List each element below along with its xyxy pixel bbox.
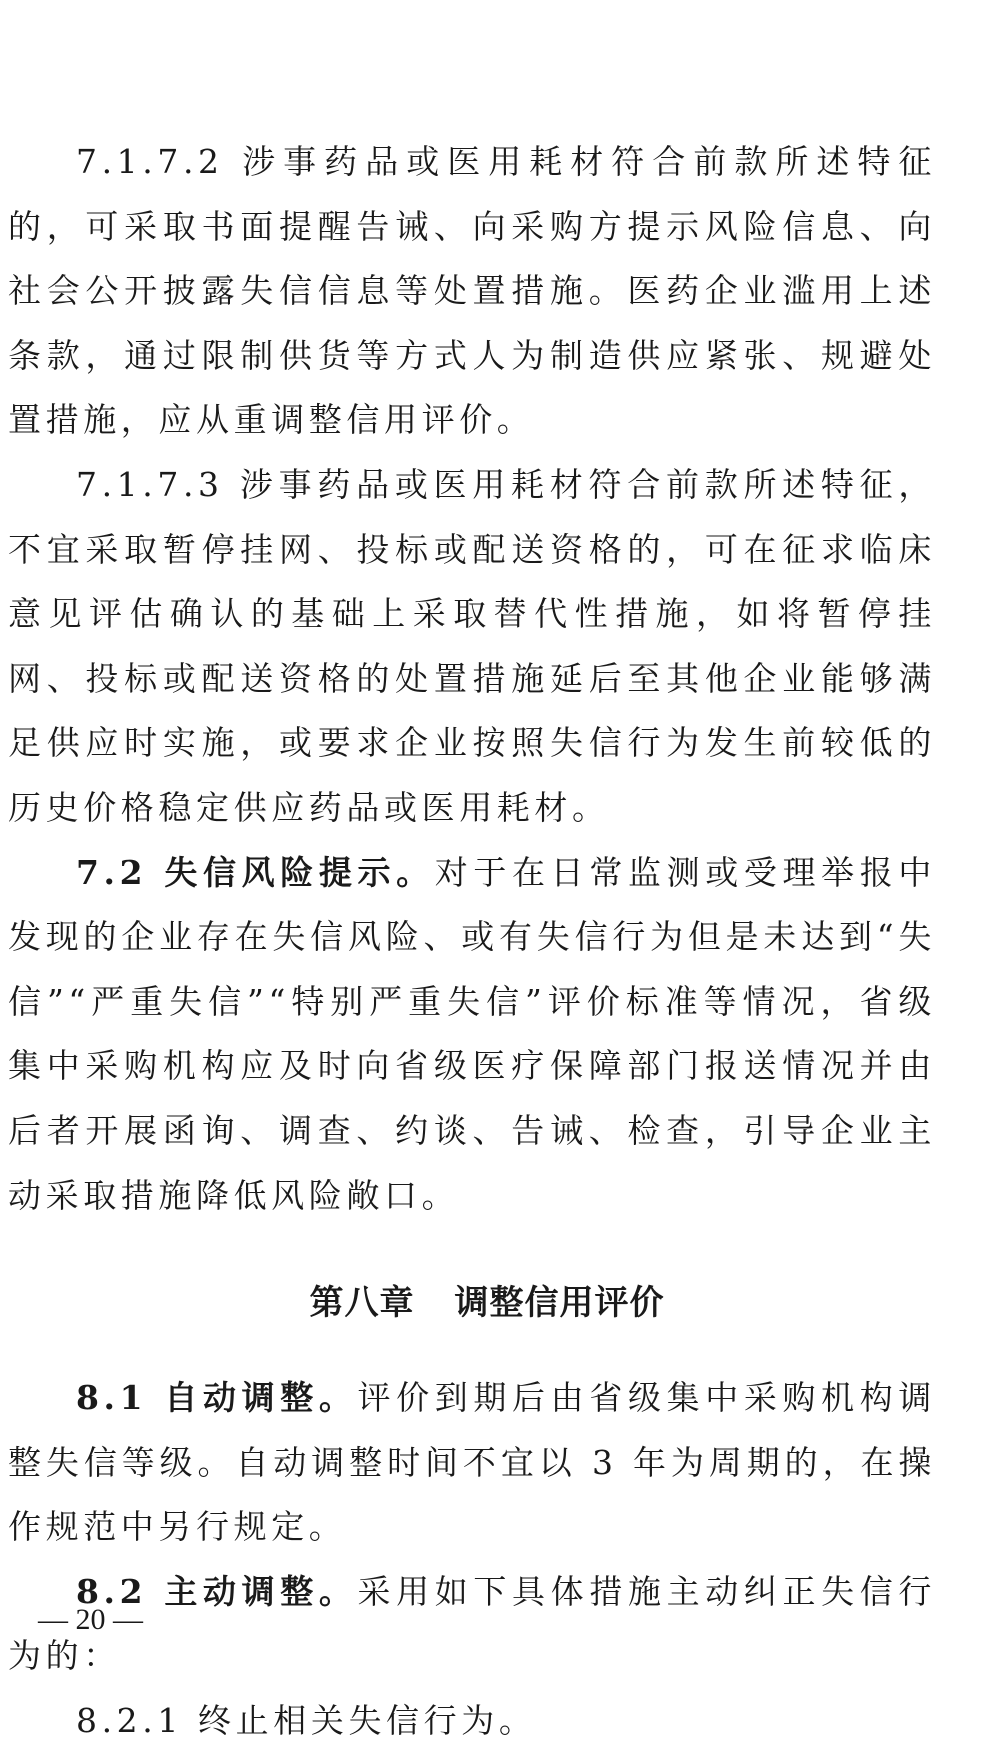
paragraph-8-2-1: [8, 1689, 936, 1754]
paragraph-text: 采用如下具体措施主动纠正失信行为的：: [8, 1571, 936, 1676]
chapter-title: 调整信用评价: [454, 1283, 665, 1324]
chapter-number: 第八章: [309, 1283, 415, 1324]
paragraph-lead: 7.2 失信风险提示。: [76, 852, 435, 892]
paragraph-lead: 8.2 主动调整。: [76, 1571, 358, 1611]
page-number: — 20 —: [38, 1603, 143, 1636]
paragraph-7-1-7-3: [8, 453, 936, 841]
paragraph-lead: 8.1 自动调整。: [76, 1378, 358, 1418]
chapter-heading: [8, 1278, 936, 1328]
document-body: [8, 130, 936, 1754]
paragraph-text: 评价到期后由省级集中采购机构调整失信等级。自动调整时间不宜以 3 年为周期的，在操作规范中另行规定。: [8, 1378, 936, 1547]
paragraph-text: 对于在日常监测或受理举报中发现的企业存在失信风险、或有失信行为但是未达到“失信”“严重失信”“特别严重失信”评价标准等情况，省级集中采购机构应及时向省级医疗保障部门报送情况并由后者开展函询、调查、约谈、告诫、检查，引导企业主动采取措施降低风险敞口。: [8, 852, 936, 1215]
paragraph-8-1: [8, 1366, 936, 1560]
paragraph-text: 8.2.1 终止相关失信行为。: [76, 1701, 537, 1741]
paragraph-7-2: [8, 841, 936, 1229]
paragraph-text: 7.1.7.2 涉事药品或医用耗材符合前款所述特征的，可采取书面提醒告诫、向采购方提示风险信息、向社会公开披露失信信息等处置措施。医药企业滥用上述条款，通过限制供货等方式人为制造供应紧张、规避处置措施，应从重调整信用评价。: [8, 142, 936, 440]
paragraph-7-1-7-2: [8, 130, 936, 453]
paragraph-8-2: [8, 1560, 936, 1689]
paragraph-text: 7.1.7.3 涉事药品或医用耗材符合前款所述特征，不宜采取暂停挂网、投标或配送资格的，可在征求临床意见评估确认的基础上采取替代性措施，如将暂停挂网、投标或配送资格的处置措施延后至其他企业能够满足供应时实施，或要求企业按照失信行为发生前较低的历史价格稳定供应药品或医用耗材。: [8, 464, 936, 827]
